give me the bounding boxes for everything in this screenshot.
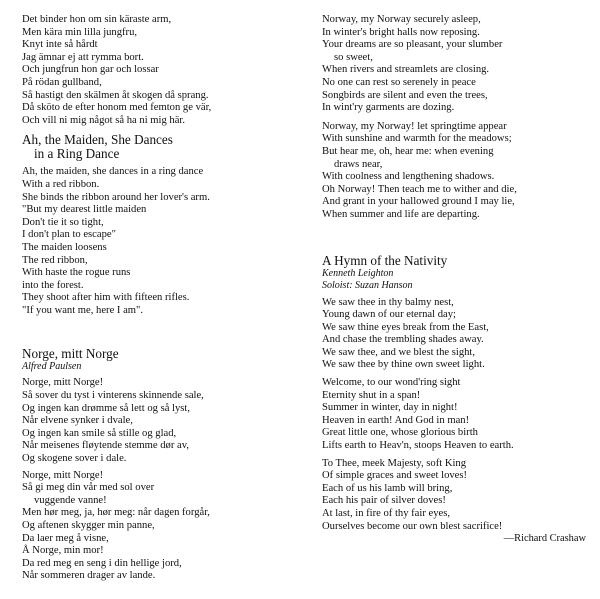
verse-line: Ourselves become our own blest sacrifice! — [322, 520, 503, 532]
verse-line: Norge, mitt Norge! — [22, 469, 104, 481]
norwegian-stanza-2 — [22, 470, 290, 583]
verse-line: We saw thine eyes break from the East, — [322, 321, 489, 333]
verse-line: Så gi meg din vår med sol over — [22, 482, 155, 494]
verse-line: Norge, mitt Norge! — [22, 377, 104, 389]
verse-line: Your dreams are so pleasant, your slumber — [322, 39, 503, 51]
verse-line: Og ingen kan smile så stille og glad, — [22, 427, 177, 439]
verse-line: Da laer meg å visne, — [22, 532, 109, 544]
verse-line: No one can rest so serenely in peace — [322, 76, 476, 88]
verse-line: Och jungfrun hon gar och lossar — [22, 64, 159, 76]
right-column — [322, 14, 590, 546]
verse-line: Og skogene sover i dale. — [22, 453, 127, 465]
verse-line: Welcome, to our wond'ring sight — [322, 377, 461, 389]
verse-line: "But my dearest little maiden — [22, 204, 147, 216]
verse-line: When summer and life are departing. — [322, 208, 480, 220]
verse-line: With a red ribbon. — [22, 178, 100, 190]
translation-verse — [22, 166, 290, 317]
verse-line: We saw thee by thine own sweet light. — [322, 359, 485, 371]
english-stanza-1 — [322, 14, 590, 115]
verse-line: Norway, my Norway! let springtime appear — [322, 120, 507, 132]
verse-line: so sweet, — [334, 51, 373, 63]
verse-line: Når elvene synker i dvale, — [22, 415, 133, 427]
verse-line: Då sköto de efter honom med femton ge vär, — [22, 102, 212, 114]
song-title-hymn: A Hymn of the Nativity — [322, 252, 448, 268]
verse-line: Jag ämnar ej att rymma bort. — [22, 51, 144, 63]
verse-line: Great little one, whose glorious birth — [322, 427, 478, 439]
verse-line: Young dawn of our eternal day; — [322, 309, 456, 321]
verse-line: With haste the rogue runs — [22, 267, 131, 279]
verse-line: In winter's bright halls now reposing. — [322, 26, 480, 38]
soloist-credit: Soloist: Suzan Hanson — [322, 279, 413, 291]
verse-line: Each his pair of silver doves! — [322, 495, 446, 507]
verse-line: Don't tie it so tight, — [22, 216, 104, 228]
verse-line: The red ribbon, — [22, 254, 88, 266]
composer-credit: Alfred Paulsen — [22, 361, 82, 373]
verse-line: Summer in winter, day in night! — [322, 402, 458, 414]
verse-line: With sunshine and warmth for the meadows; — [322, 133, 512, 145]
verse-line: Eternity shut in a span! — [322, 389, 421, 401]
hymn-stanza-1 — [322, 297, 590, 373]
verse-line: We saw thee in thy balmy nest, — [322, 296, 454, 308]
verse-line: When rivers and streamlets are closing. — [322, 64, 490, 76]
verse-line: Lifts earth to Heav'n, stoops Heaven to earth. — [322, 440, 514, 452]
verse-line: Heaven in earth! And God in man! — [322, 414, 470, 426]
verse-line: Och vill ni mig något så ha ni mig här. — [22, 114, 186, 126]
verse-line: Og ingen kan drømme så lett og så lyst, — [22, 402, 190, 414]
swedish-verse — [22, 14, 290, 127]
verse-line: Å Norge, min mor! — [22, 545, 104, 557]
verse-line: Norway, my Norway securely asleep, — [322, 14, 481, 25]
verse-line: They shoot after him with fifteen rifles. — [22, 292, 190, 304]
hymn-stanza-2 — [322, 377, 590, 453]
verse-line: We saw thee, and we blest the sight, — [322, 346, 476, 358]
verse-line: Men hør meg, ja, hør meg: når dagen forgår, — [22, 507, 210, 519]
verse-line: The maiden loosens — [22, 241, 107, 253]
poet-attribution: —Richard Crashaw — [503, 533, 586, 545]
english-stanza-2 — [322, 121, 590, 222]
song-title-norge: Norge, mitt Norge — [22, 346, 119, 362]
hymn-stanza-3 — [322, 458, 590, 534]
verse-line: På rödan gullband, — [22, 76, 102, 88]
composer-credit: Kenneth Leighton — [322, 267, 394, 279]
verse-line: Of simple graces and sweet loves! — [322, 470, 468, 482]
verse-line: vuggende vanne! — [34, 494, 107, 506]
verse-line: Da red meg en seng i din hellige jord, — [22, 557, 182, 569]
verse-line: Når meisenes fløytende stemme dør av, — [22, 440, 189, 452]
verse-line: She binds the ribbon around her lover's arm. — [22, 191, 210, 203]
verse-line: Det binder hon om sin käraste arm, — [22, 14, 172, 25]
left-column — [22, 14, 290, 583]
verse-line: But hear me, oh, hear me: when evening — [322, 145, 494, 157]
verse-line: "If you want me, here I am". — [22, 304, 144, 316]
verse-line: And chase the trembling shades away. — [322, 334, 484, 346]
norwegian-stanza-1 — [22, 377, 290, 465]
verse-line: Så hastigt den skälmen åt skogen då sprang. — [22, 89, 209, 101]
verse-line: With coolness and lengthening shadows. — [322, 171, 495, 183]
verse-line: I don't plan to escape" — [22, 229, 116, 241]
verse-line: Så sover du tyst i vinterens skinnende sale, — [22, 390, 204, 402]
song-title-maiden-cont: in a Ring Dance — [34, 146, 120, 162]
verse-line: Songbirds are silent and even the trees, — [322, 89, 488, 101]
verse-line: Oh Norway! Then teach me to wither and die, — [322, 183, 517, 195]
verse-line: Each of us his lamb will bring, — [322, 482, 453, 494]
verse-line: Knyt inte så hårdt — [22, 39, 98, 51]
verse-line: draws near, — [334, 158, 383, 170]
verse-line: To Thee, meek Majesty, soft King — [322, 457, 467, 469]
verse-line: Men kära min lilla jungfru, — [22, 26, 138, 38]
song-title-maiden: Ah, the Maiden, She Dances — [22, 132, 173, 148]
verse-line: into the forest. — [22, 279, 84, 291]
verse-line: And grant in your hallowed ground I may lie, — [322, 196, 515, 208]
verse-line: Når sommeren drager av lande. — [22, 570, 156, 582]
verse-line: In wint'ry garments are dozing. — [322, 102, 455, 114]
verse-line: Og aftenen skygger min panne, — [22, 520, 155, 531]
verse-line: Ah, the maiden, she dances in a ring dance — [22, 166, 204, 178]
verse-line: At last, in fire of thy fair eyes, — [322, 508, 450, 519]
